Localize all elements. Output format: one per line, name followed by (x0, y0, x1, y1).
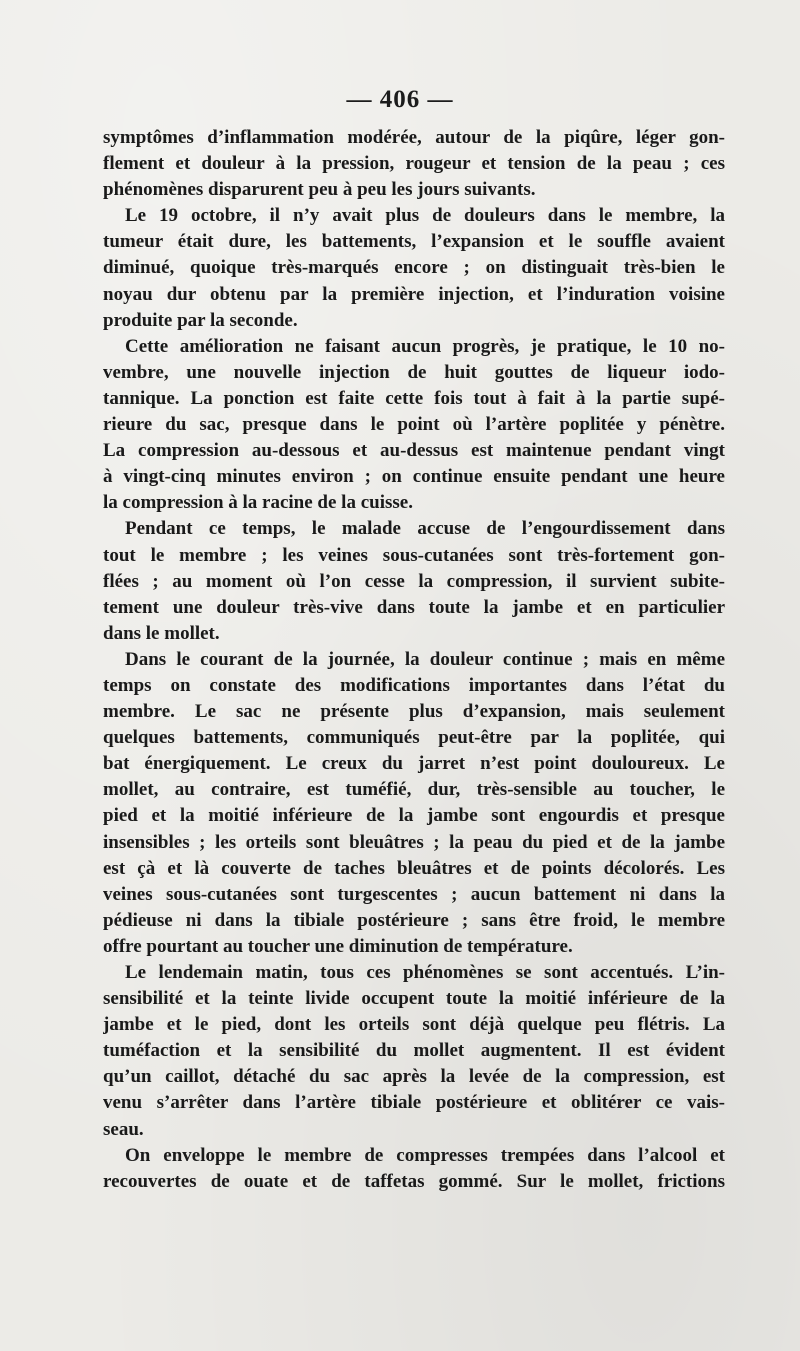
text-line: qu’un caillot, détaché du sac après la levée de la compression, est (103, 1066, 725, 1088)
text-line: tement une douleur très-vive dans toute la jambe et en particulier (103, 596, 725, 618)
text-line: On enveloppe le membre de compresses trempées dans l’alcool et (125, 1144, 725, 1166)
text-line: produite par la seconde. (103, 309, 298, 331)
text-line: Le 19 octobre, il n’y avait plus de douleurs dans le membre, la (125, 205, 725, 227)
text-line: membre. Le sac ne présente plus d’expansion, mais seulement (103, 701, 725, 723)
text-line: pied et la moitié inférieure de la jambe sont engourdis et presque (103, 805, 725, 827)
text-line: sensibilité et la teinte livide occupent toute la moitié inférieure de la (103, 988, 725, 1010)
text-line: Le lendemain matin, tous ces phénomènes se sont accentués. L’in- (125, 962, 725, 983)
text-line: tout le membre ; les veines sous-cutanées sont très-fortement gon- (103, 544, 725, 566)
text-line: symptômes d’inflammation modérée, autour de la piqûre, léger gon- (103, 127, 725, 148)
text-line: jambe et le pied, dont les orteils sont déjà quelque peu flétris. La (103, 1014, 725, 1036)
body-text (103, 125, 725, 1195)
text-line: la compression à la racine de la cuisse. (103, 492, 413, 514)
text-line: quelques battements, communiqués peut-être par la poplitée, qui (103, 727, 725, 749)
page-number: — 406 — (346, 86, 454, 113)
text-line: vembre, une nouvelle injection de huit gouttes de liqueur iodo- (103, 361, 725, 383)
text-line: dans le mollet. (103, 622, 220, 644)
text-line: bat énergiquement. Le creux du jarret n’est point douloureux. Le (103, 753, 725, 775)
text-line: seau. (103, 1118, 144, 1140)
text-line: diminué, quoique très-marqués encore ; on distinguait très-bien le (103, 257, 725, 279)
text-line: flement et douleur à la pression, rougeur et tension de la peau ; ces (103, 153, 725, 175)
text-line: veines sous-cutanées sont turgescentes ; aucun battement ni dans la (103, 883, 725, 905)
text-line: noyau dur obtenu par la première injection, et l’induration voisine (103, 283, 725, 305)
text-line: flées ; au moment où l’on cesse la compression, il survient subite- (103, 570, 725, 592)
text-line: temps on constate des modifications importantes dans l’état du (103, 674, 725, 696)
text-line: à vingt-cinq minutes environ ; on continue ensuite pendant une heure (103, 466, 725, 488)
text-line: Pendant ce temps, le malade accuse de l’engourdissement dans (125, 518, 725, 540)
text-line: Cette amélioration ne faisant aucun progrès, je pratique, le 10 no- (125, 335, 725, 357)
text-line: insensibles ; les orteils sont bleuâtres ; la peau du pied et de la jambe (103, 831, 725, 853)
text-line: tuméfaction et la sensibilité du mollet augmentent. Il est évident (103, 1040, 725, 1062)
text-line: pédieuse ni dans la tibiale postérieure ; sans être froid, le membre (103, 909, 725, 931)
text-line: offre pourtant au toucher une diminution de température. (103, 935, 573, 957)
text-line: phénomènes disparurent peu à peu les jours suivants. (103, 179, 536, 201)
text-line: rieure du sac, presque dans le point où l’artère poplitée y pénètre. (103, 414, 725, 436)
text-line: est çà et là couverte de taches bleuâtres et de points décolorés. Les (103, 857, 725, 879)
text-line: La compression au-dessous et au-dessus est maintenue pendant vingt (103, 440, 725, 462)
text-line: mollet, au contraire, est tuméfié, dur, très-sensible au toucher, le (103, 779, 725, 801)
text-line: recouvertes de ouate et de taffetas gommé. Sur le mollet, frictions (103, 1170, 725, 1192)
text-line: Dans le courant de la journée, la douleur continue ; mais en même (125, 648, 725, 670)
text-line: tannique. La ponction est faite cette fois tout à fait à la partie supé- (103, 387, 725, 409)
text-line: tumeur était dure, les battements, l’expansion et le souffle avaient (103, 231, 725, 253)
text-line: venu s’arrêter dans l’artère tibiale postérieure et oblitérer ce vais- (103, 1092, 725, 1114)
